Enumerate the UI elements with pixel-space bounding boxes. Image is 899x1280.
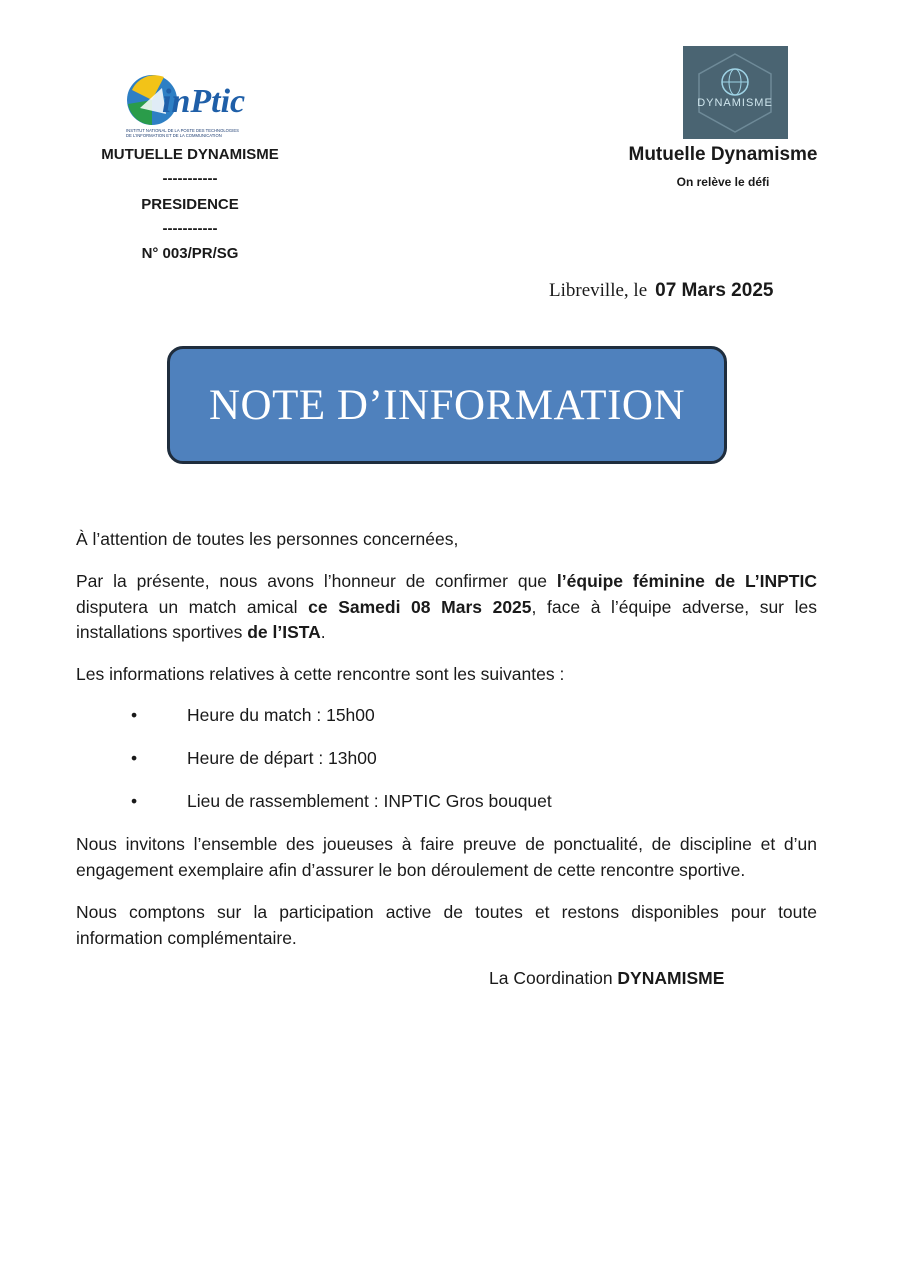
org-name-left: MUTUELLE DYNAMISME bbox=[101, 146, 279, 163]
paragraph-2: Nous invitons l’ensemble des joueuses à faire preuve de ponctualité, de discipline et d’un engagement exemplaire afin d’assurer le bon déroulement de cette rencontre sportive. bbox=[76, 834, 817, 880]
dynamisme-logo-text: DYNAMISME bbox=[697, 97, 773, 109]
document-title: NOTE D’INFORMATION bbox=[209, 381, 685, 429]
list-item: Heure du match : 15h00 bbox=[187, 705, 375, 725]
inptic-logo bbox=[122, 68, 250, 140]
signature-name: DYNAMISME bbox=[617, 968, 725, 988]
paragraph-3: Nous comptons sur la participation active de toutes et restons disponibles pour toute information complémentaire. bbox=[76, 902, 817, 948]
separator-2: ----------- bbox=[162, 220, 218, 237]
dynamisme-logo bbox=[683, 46, 788, 139]
list-item: Lieu de rassemblement : INPTIC Gros bouquet bbox=[187, 791, 552, 811]
greeting: À l’attention de toutes les personnes concernées, bbox=[76, 529, 459, 549]
signature bbox=[489, 968, 724, 989]
dynamisme-logo-graphic bbox=[683, 46, 788, 139]
signature-prefix: La Coordination bbox=[489, 968, 618, 988]
office-name: PRESIDENCE bbox=[141, 196, 239, 213]
reference-number: N° 003/PR/SG bbox=[141, 245, 239, 262]
list-item: Heure de départ : 13h00 bbox=[187, 748, 377, 768]
svg-text:DE L'INFORMATION ET DE LA COMM: DE L'INFORMATION ET DE LA COMMUNICATION bbox=[126, 133, 222, 138]
bullet-marker: • bbox=[131, 705, 138, 725]
p1-text-a: Par la présente, nous avons l’honneur de confirmer que bbox=[76, 571, 557, 591]
p1-text-c: disputera un match amical bbox=[76, 596, 309, 617]
p1-text-e: , face à l’équipe adverse, sur les installations sportives bbox=[76, 596, 817, 642]
slogan: On relève le défi bbox=[676, 175, 770, 189]
paragraph-1 bbox=[76, 569, 817, 646]
org-name-right: Mutuelle Dynamisme bbox=[628, 144, 818, 165]
bullet-marker: • bbox=[131, 748, 138, 768]
p1-text-g: . bbox=[320, 622, 326, 642]
p1-venue: de l’ISTA bbox=[247, 622, 321, 642]
title-box bbox=[167, 346, 727, 464]
date-line bbox=[549, 280, 773, 302]
bullet-marker: • bbox=[131, 791, 138, 811]
inptic-logo-graphic bbox=[122, 68, 250, 140]
date-city: Libreville, le bbox=[549, 280, 648, 301]
p1-team: l’équipe féminine de L’INPTIC bbox=[556, 571, 817, 591]
date-value: 07 Mars 2025 bbox=[655, 280, 774, 301]
separator-1: ----------- bbox=[162, 170, 218, 187]
p1-date: ce Samedi 08 Mars 2025 bbox=[308, 596, 532, 617]
inptic-logo-text: inPtic bbox=[162, 83, 246, 120]
list-intro: Les informations relatives à cette rencontre sont les suivantes : bbox=[76, 664, 565, 684]
svg-text:INSTITUT NATIONAL DE LA POSTE: INSTITUT NATIONAL DE LA POSTE DES TECHNOLOGIES bbox=[126, 128, 239, 133]
